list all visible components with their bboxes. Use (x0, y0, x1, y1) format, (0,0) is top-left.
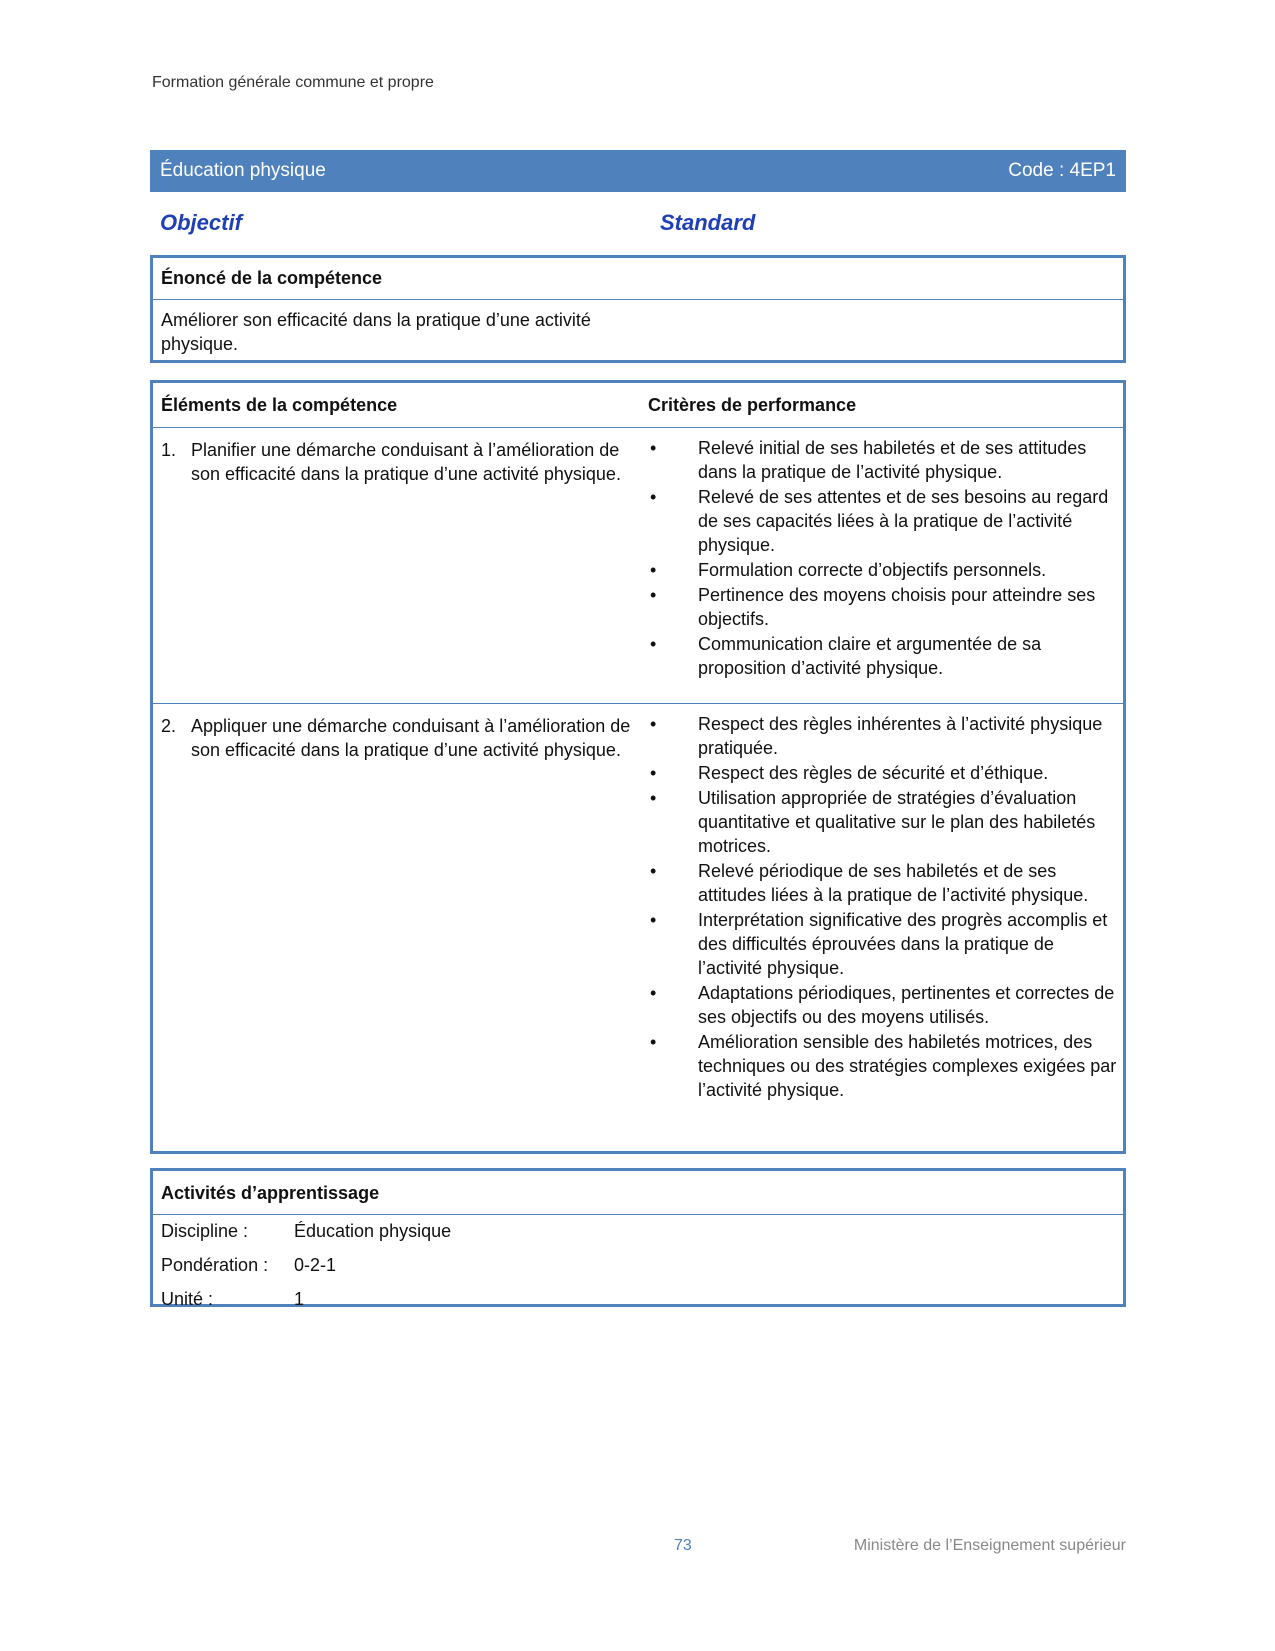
ponderation-line (153, 1249, 1123, 1283)
element-text (161, 438, 631, 486)
criteria-item: • Pertinence des moyens choisis pour atteindre ses objectifs. (648, 583, 1118, 631)
objective-standard-row (160, 210, 1120, 236)
element-description: Planifier une démarche conduisant à l’amélioration de son efficacité dans la pratique d’une activité physique. (191, 440, 621, 484)
unit-label: Unité : (161, 1289, 214, 1309)
criteria-item: • Adaptations périodiques, pertinentes et correctes de ses objectifs ou des moyens utilisés. (648, 981, 1118, 1029)
unit-line (153, 1283, 1123, 1317)
objective-label: Objectif (160, 210, 242, 235)
ponderation-label: Pondération : (161, 1255, 269, 1275)
criteria-item: • Respect des règles de sécurité et d’éthique. (648, 761, 1118, 785)
learning-activities-heading: Activités d’apprentissage (153, 1171, 1123, 1215)
elements-column-header: Éléments de la compétence (161, 395, 398, 415)
discipline-line (153, 1215, 1123, 1249)
criteria-item: • Amélioration sensible des habiletés motrices, des techniques ou des stratégies complexes exigées par l’activité physique. (648, 1030, 1118, 1102)
criteria-item: • Relevé initial de ses habiletés et de ses attitudes dans la pratique de l’activité physique. (648, 436, 1118, 484)
criteria-list (648, 712, 1118, 1103)
criteria-item: • Relevé de ses attentes et de ses besoins au regard de ses capacités liées à la pratique de l’activité physique. (648, 485, 1118, 557)
criteria-item: • Communication claire et argumentée de sa proposition d’activité physique. (648, 632, 1118, 680)
competence-elements-table (150, 380, 1126, 1154)
table-row (153, 703, 1123, 1149)
ponderation-value: 0-2-1 (294, 1255, 337, 1275)
course-code: Code : 4EP1 (1008, 160, 1116, 181)
table-header (153, 383, 1123, 428)
table-row (153, 428, 1123, 703)
discipline-label: Discipline : (161, 1221, 249, 1241)
running-header: Formation générale commune et propre (152, 74, 434, 91)
page-number: 73 (674, 1537, 692, 1554)
element-number: 2. (161, 716, 177, 736)
standard-label: Standard (660, 210, 756, 235)
discipline-value: Éducation physique (294, 1221, 452, 1241)
criteria-column-header: Critères de performance (648, 395, 857, 415)
ministry-name: Ministère de l’Enseignement supérieur (853, 1537, 1126, 1554)
criteria-item: • Interprétation significative des progrès accomplis et des difficultés éprouvées dans la pratique de l’activité physique. (648, 908, 1118, 980)
element-text (161, 714, 631, 762)
criteria-item: • Utilisation appropriée de stratégies d’évaluation quantitative et qualitative sur le plan des habiletés motrices. (648, 786, 1118, 858)
criteria-item: • Relevé périodique de ses habiletés et de ses attitudes liées à la pratique de l’activité physique. (648, 859, 1118, 907)
element-number: 1. (161, 440, 177, 460)
criteria-list (648, 436, 1118, 681)
unit-value: 1 (294, 1289, 305, 1309)
course-title: Éducation physique (160, 160, 326, 181)
criteria-item: • Respect des règles inhérentes à l’activité physique pratiquée. (648, 712, 1118, 760)
competence-statement-box (150, 255, 1126, 363)
course-title-bar (150, 150, 1126, 192)
criteria-item: • Formulation correcte d’objectifs personnels. (648, 558, 1118, 582)
competence-statement-heading: Énoncé de la compétence (153, 258, 1123, 300)
learning-activities-box (150, 1168, 1126, 1307)
element-description: Appliquer une démarche conduisant à l’amélioration de son efficacité dans la pratique d’une activité physique. (191, 716, 631, 760)
competence-statement-text: Améliorer son efficacité dans la pratique d’une activité physique. (161, 310, 591, 354)
